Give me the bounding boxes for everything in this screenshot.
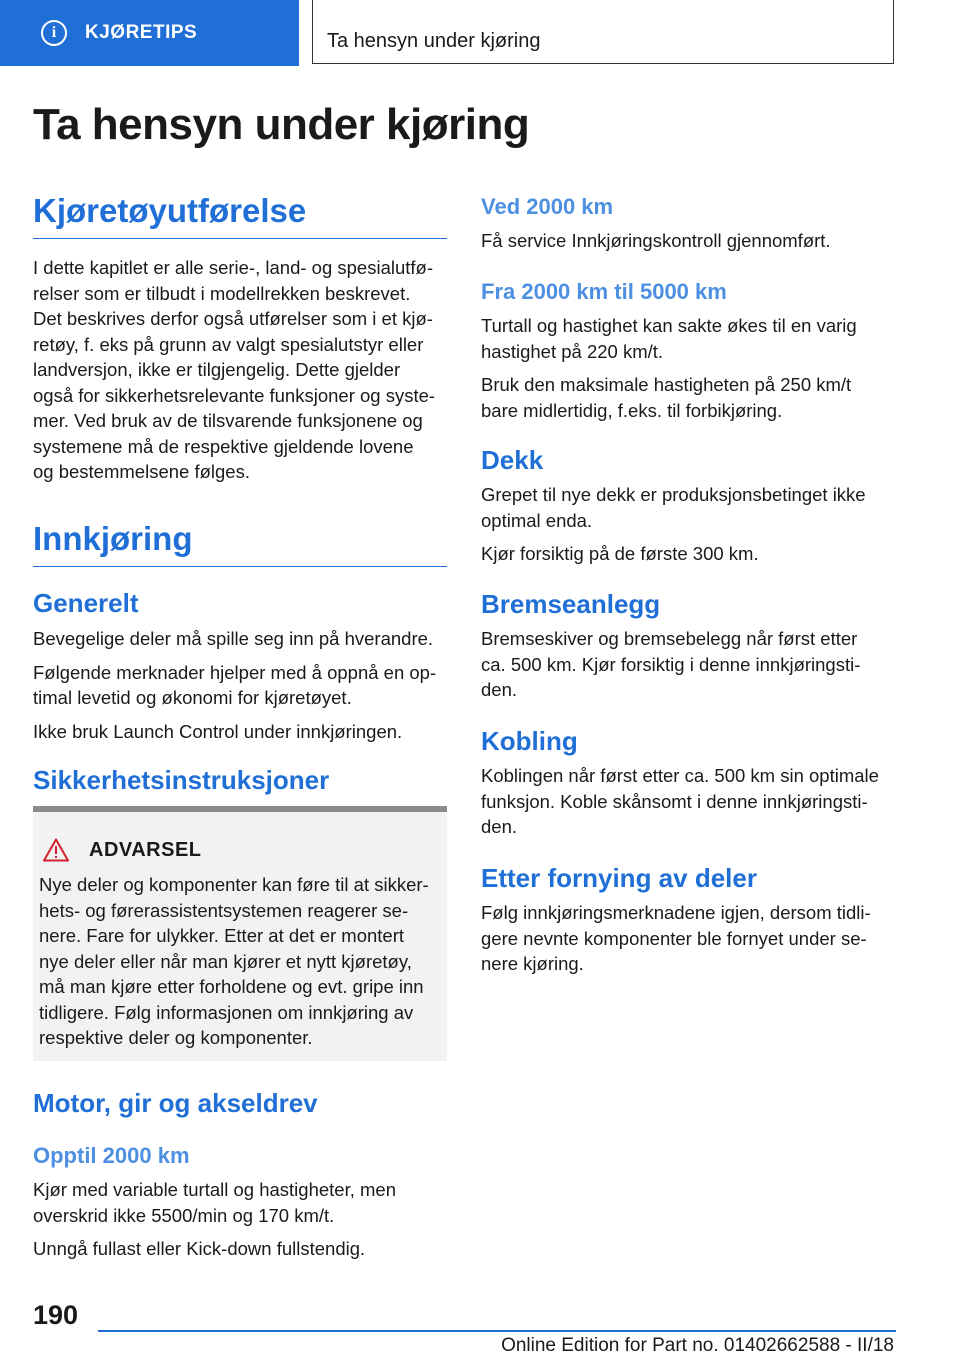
text-line: retøy, f. eks på grunn av valgt spesialutstyr eller <box>33 333 424 355</box>
text-line: Unngå fullast eller Kick-down fullstendig. <box>33 1238 366 1259</box>
warning-header <box>43 838 202 862</box>
heading-kjoretoyutforelse: Kjøretøyutførelse <box>33 192 447 239</box>
edition-text: Online Edition for Part no. 01402662588 - II/18 <box>501 1335 894 1356</box>
text-line: den. <box>481 679 518 700</box>
section-label: KJØRETIPS <box>85 22 198 43</box>
text-line: Koblingen når først etter ca. 500 km sin optimale <box>481 765 879 786</box>
kjoretoy-paragraph <box>33 255 453 485</box>
heading-etter-fornying: Etter fornying av deler <box>481 863 757 893</box>
text-line: optimal enda. <box>481 509 593 531</box>
warning-triangle-icon <box>43 838 69 862</box>
text-line: landversjon, ikke er tilgjengelig. Dette gjelder <box>33 359 401 380</box>
text-line: Følg innkjøringsmerknadene igjen, dersom tidli- <box>481 902 871 923</box>
text-line: også for sikkerhetsrelevante funksjoner og syste- <box>33 384 436 406</box>
warning-title: ADVARSEL <box>89 838 202 861</box>
page-number: 190 <box>33 1300 79 1330</box>
breadcrumb: Ta hensyn under kjøring <box>327 30 541 52</box>
footer-divider <box>98 1330 896 1332</box>
text-line: ca. 500 km. Kjør forsiktig i denne innkjøringsti- <box>481 653 861 675</box>
text-line: Grepet til nye dekk er produksjonsbetinget ikke <box>481 484 866 505</box>
text-line: I dette kapitlet er alle serie-, land- og spesialutfø- <box>33 257 433 278</box>
warning-text <box>39 872 439 1051</box>
warning-box <box>33 806 447 1061</box>
text-line: respektive deler og komponenter. <box>39 1027 313 1048</box>
text-line: timal levetid og økonomi for kjøretøyet. <box>33 687 352 708</box>
heading-kobling: Kobling <box>481 726 578 756</box>
text-line: Det beskrives derfor også utførelser som i et kjø- <box>33 308 433 329</box>
breadcrumb-box <box>312 0 894 64</box>
text-line: overskrid ikke 5500/min og 170 km/t. <box>33 1204 335 1226</box>
text-line: funksjon. Koble skånsomt i denne innkjøringsti- <box>481 790 868 812</box>
text-line: Følgende merknader hjelper med å oppnå en op- <box>33 661 437 683</box>
text-line: Få service Innkjøringskontroll gjennomført. <box>481 230 831 251</box>
heading-fra-2000-til-5000: Fra 2000 km til 5000 km <box>481 279 727 304</box>
text-line: bare midlertidig, f.eks. til forbikjøring. <box>481 399 783 421</box>
info-icon: i <box>41 20 67 46</box>
text-line: hets- og førerassistentsystemen reagerer se- <box>39 899 409 921</box>
text-line: nere. Fare for ulykker. Etter at det er montert <box>39 925 405 946</box>
heading-innkjoring: Innkjøring <box>33 520 447 567</box>
text-line: nere kjøring. <box>481 953 584 974</box>
text-line: den. <box>481 816 518 837</box>
text-line: tidligere. Følg informasjonen om innkjøring av <box>39 1001 414 1023</box>
text-line: nye deler eller når man kjører et nytt kjøretøy, <box>39 950 412 972</box>
heading-bremseanlegg: Bremseanlegg <box>481 589 661 619</box>
heading-ved-2000: Ved 2000 km <box>481 194 614 219</box>
text-line: Bevegelige deler må spille seg inn på hverandre. <box>33 628 434 649</box>
section-tab <box>0 0 299 66</box>
text-line: Bremseskiver og bremsebelegg når først etter <box>481 628 858 649</box>
page-title: Ta hensyn under kjøring <box>33 100 530 149</box>
text-line: mer. Ved bruk av de tilsvarende funksjonene og <box>33 410 423 431</box>
heading-sikkerhetsinstruksjoner: Sikkerhetsinstruksjoner <box>33 765 330 795</box>
text-line: og bestemmelsene følges. <box>33 461 250 482</box>
text-line: Kjør forsiktig på de første 300 km. <box>481 543 759 564</box>
heading-opptil-2000: Opptil 2000 km <box>33 1143 190 1168</box>
text-line: gere nevnte komponenter ble fornyet under se- <box>481 927 867 949</box>
heading-motor-gir-akseldrev: Motor, gir og akseldrev <box>33 1088 318 1118</box>
heading-generelt: Generelt <box>33 588 139 618</box>
text-line: Turtall og hastighet kan sakte økes til en varig <box>481 315 857 336</box>
text-line: Ikke bruk Launch Control under innkjøringen. <box>33 720 403 742</box>
text-line: systemene må de respektive gjeldende lovene <box>33 435 414 457</box>
text-line: Kjør med variable turtall og hastigheter, men <box>33 1179 396 1200</box>
text-line: hastighet på 220 km/t. <box>481 340 664 362</box>
page-header <box>0 0 960 66</box>
heading-dekk: Dekk <box>481 445 544 475</box>
text-line: må man kjøre etter forholdene og evt. gripe inn <box>39 976 424 997</box>
text-line: Nye deler og komponenter kan føre til at sikker- <box>39 874 429 895</box>
text-line: Bruk den maksimale hastigheten på 250 km/t <box>481 374 852 395</box>
text-line: relser som er tilbudt i modellrekken beskrevet. <box>33 282 411 304</box>
